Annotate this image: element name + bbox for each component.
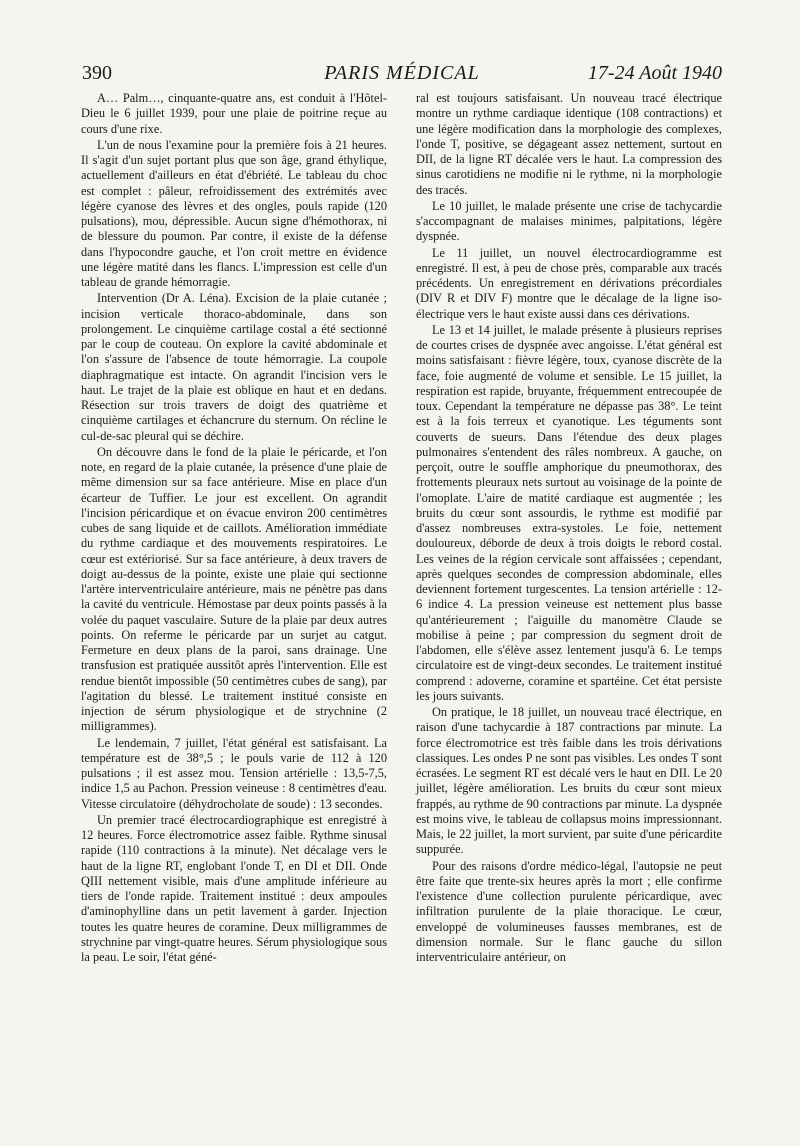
page-number: 390 — [82, 62, 112, 84]
paragraph: Le 10 juillet, le malade présente une crise de tachycardie s'accompagnant de malaises minimes, palpitations, légère dyspnée. — [416, 198, 722, 244]
paragraph: Le 13 et 14 juillet, le malade présente à plusieurs reprises de courtes crises de dyspnée avec angoisse. L'état général est moins satisfaisant : fièvre légère, toux, cyanose discrète de la face, foie augmenté de volume et sensible. Le 15 juillet, la respiration est rapide, bruyante, fréquemment entrecoupée de toux. Cependant la température ne dépasse pas 38°. Le teint est à la fois terreux et cyanotique. Les téguments sont couverts de sueurs. Dans l'étendue des deux plages pulmonaires s'entendent des râles nombreux. A gauche, on perçoit, outre le souffle amphorique du pneumothorax, des frottements pleuraux nets surtout au voisinage de la pointe de l'omoplate. L'aire de matité cardiaque est augmentée ; les bruits du cœur sont assourdis, le rythme est modifié par d'assez nombreuses extra-systoles. Le foie, nettement douloureux, déborde de deux à trois doigts le rebord costal. Les veines de la région cervicale sont affaissées ; cependant, après quelques secondes de compression abdominale, elles deviennent fortement turgescentes. La tension artérielle : 12-6 indice 4. La pression veineuse est nettement plus basse qu'antérieurement ; l'aiguille du manomètre Claude se mobilise à peine ; par compression du segment droit de l'abdomen, elle s'élève assez lentement jusqu'à 6. Le temps circulatoire est de vingt-deux secondes. Le traitement institué comprend : adoverne, coramine et spartéine. Cet état persiste les jours suivants. — [416, 322, 722, 703]
paragraph: ral est toujours satisfaisant. Un nouveau tracé électrique montre un rythme cardiaque identique (108 contractions) et une légère modification dans la morphologie des complexes, l'onde T, positive, se dégageant assez nettement, surtout en DII, de la ligne RT décalée vers le haut. La compression des sinus carotidiens ne modifie ni le rythme, ni la morphologie des tracés. — [416, 91, 722, 197]
paragraph: L'un de nous l'examine pour la première fois à 21 heures. Il s'agit d'un sujet portant plus que son âge, grand éthylique, actuellement d'ailleurs en état d'ébriété. Le tableau du choc est complet : pâleur, refroidissement des extrémités avec légère cyanose des lèvres et des ongles, pouls rapide (120 pulsations), mou, dépressible. Aucun signe d'hémothorax, ni de blessure du poumon. Par contre, il existe de la défense dans l'hypocondre gauche, et l'on croit mettre en évidence une légère matité dans les flancs. L'impression est celle d'un tableau de grande hémorragie. — [81, 137, 387, 289]
left-column — [81, 91, 387, 965]
paragraph: Pour des raisons d'ordre médico-légal, l'autopsie ne peut être faite que trente-six heures après la mort ; elle confirme l'existence d'une collection purulente péricardique, avec infiltration purulente de la plaie thoracique. Le cœur, enveloppé de volumineuses fausses membranes, est de dimension normale. Sur le flanc gauche du sillon interventriculaire antérieur, on — [416, 858, 722, 964]
paragraph: Le lendemain, 7 juillet, l'état général est satisfaisant. La température est de 38°,5 ; le pouls varie de 112 à 120 pulsations ; il est assez mou. Tension artérielle : 13,5-7,5, indice 1,5 au Pachon. Pression veineuse : 8 centimètres d'eau. Vitesse circulatoire (déhydrocholate de soude) : 13 secondes. — [81, 735, 387, 811]
paragraph: On pratique, le 18 juillet, un nouveau tracé électrique, en raison d'une tachycardie à 187 contractions par minute. La force électromotrice est très faible dans les trois dérivations classiques. Les ondes P ne sont pas visibles. Les ondes T sont écrasées. Le segment RT est décalé vers le haut en DII. Le 20 juillet, légère amélioration. Les bruits du cœur sont mieux frappés, au rythme de 90 contractions par minute. La dyspnée est moins vive, le tableau de collapsus moins impressionnant. Mais, le 22 juillet, la mort survient, par suite d'une péricardite suppurée. — [416, 705, 722, 857]
issue-date: 17-24 Août 1940 — [587, 62, 722, 84]
paragraph: Le 11 juillet, un nouvel électrocardiogramme est enregistré. Il est, à peu de chose près, comparable aux tracés précédents. Un enregistrement en dérivations précordiales (DIV R et DIV F) montre que le décalage de la ligne iso-électrique vers le haut existe aussi dans ces dérivations. — [416, 245, 722, 321]
paragraph: A… Palm…, cinquante-quatre ans, est conduit à l'Hôtel-Dieu le 6 juillet 1939, pour une plaie de poitrine reçue au cours d'une rixe. — [81, 91, 387, 136]
paragraph: On découvre dans le fond de la plaie le péricarde, et l'on note, en regard de la plaie cutanée, la présence d'une plaie de même dimension sur sa face antérieure. Mise en place d'un écarteur de Tuffier. Le jour est excellent. On agrandit l'incision péricardique et on évacue environ 200 centimètres cubes de sang liquide et de caillots. Amélioration immédiate du rythme cardiaque et des mouvements respiratoires. Le cœur est extériorisé. Sur sa face antérieure, à deux travers de doigt au-dessus de la pointe, existe une plaie qui sectionne l'artère interventriculaire antérieure, mais ne pénètre pas dans la cavité du ventricule. Hémostase par deux points passés à la volée du paquet vasculaire. Suture de la plaie par deux autres points. On referme le péricarde par un surjet au catgut. Fermeture en deux plans de la paroi, sans drainage. Une transfusion est pratiquée aussitôt après l'intervention. Elle est rendue bientôt impossible (50 centimètres cubes de sang), par l'agitation du blessé. Le traitement institué consiste en injection de sérum physiologique et de strychnine (2 milligrammes). — [81, 444, 387, 734]
paragraph: Un premier tracé électrocardiographique est enregistré à 12 heures. Force électromotrice assez faible. Rythme sinusal rapide (110 contractions à la minute). Net décalage vers le haut de la ligne RT, englobant l'onde T, en DI et DII. Onde QIII nettement visible, mais d'une amplitude inférieure au tiers de l'onde rapide. Traitement institué : deux ampoules d'aminophylline dans un petit lavement à garder. Injection toutes les quatre heures de coramine. Deux milligrammes de strychnine par vingt-quatre heures. Sérum physiologique sous la peau. Le soir, l'état géné- — [81, 812, 387, 964]
paragraph: Intervention (Dr A. Léna). Excision de la plaie cutanée ; incision verticale thoraco-abdominale, dans son prolongement. Le cinquième cartilage costal a été sectionné par le coup de couteau. On explore la cavité abdominale et l'on s'assure de l'absence de toute hémorragie. La coupole diaphragmatique est intacte. On agrandit l'incision vers le haut. Le trajet de la plaie est oblique en haut et en dedans. Résection sur trois travers de doigt des quatrième et cinquième cartilages et échancrure du sternum. On récline le cul-de-sac pleural qui se déchire. — [81, 291, 387, 443]
page-header — [82, 62, 722, 86]
journal-title: PARIS MÉDICAL — [324, 62, 480, 84]
right-column — [416, 91, 722, 965]
